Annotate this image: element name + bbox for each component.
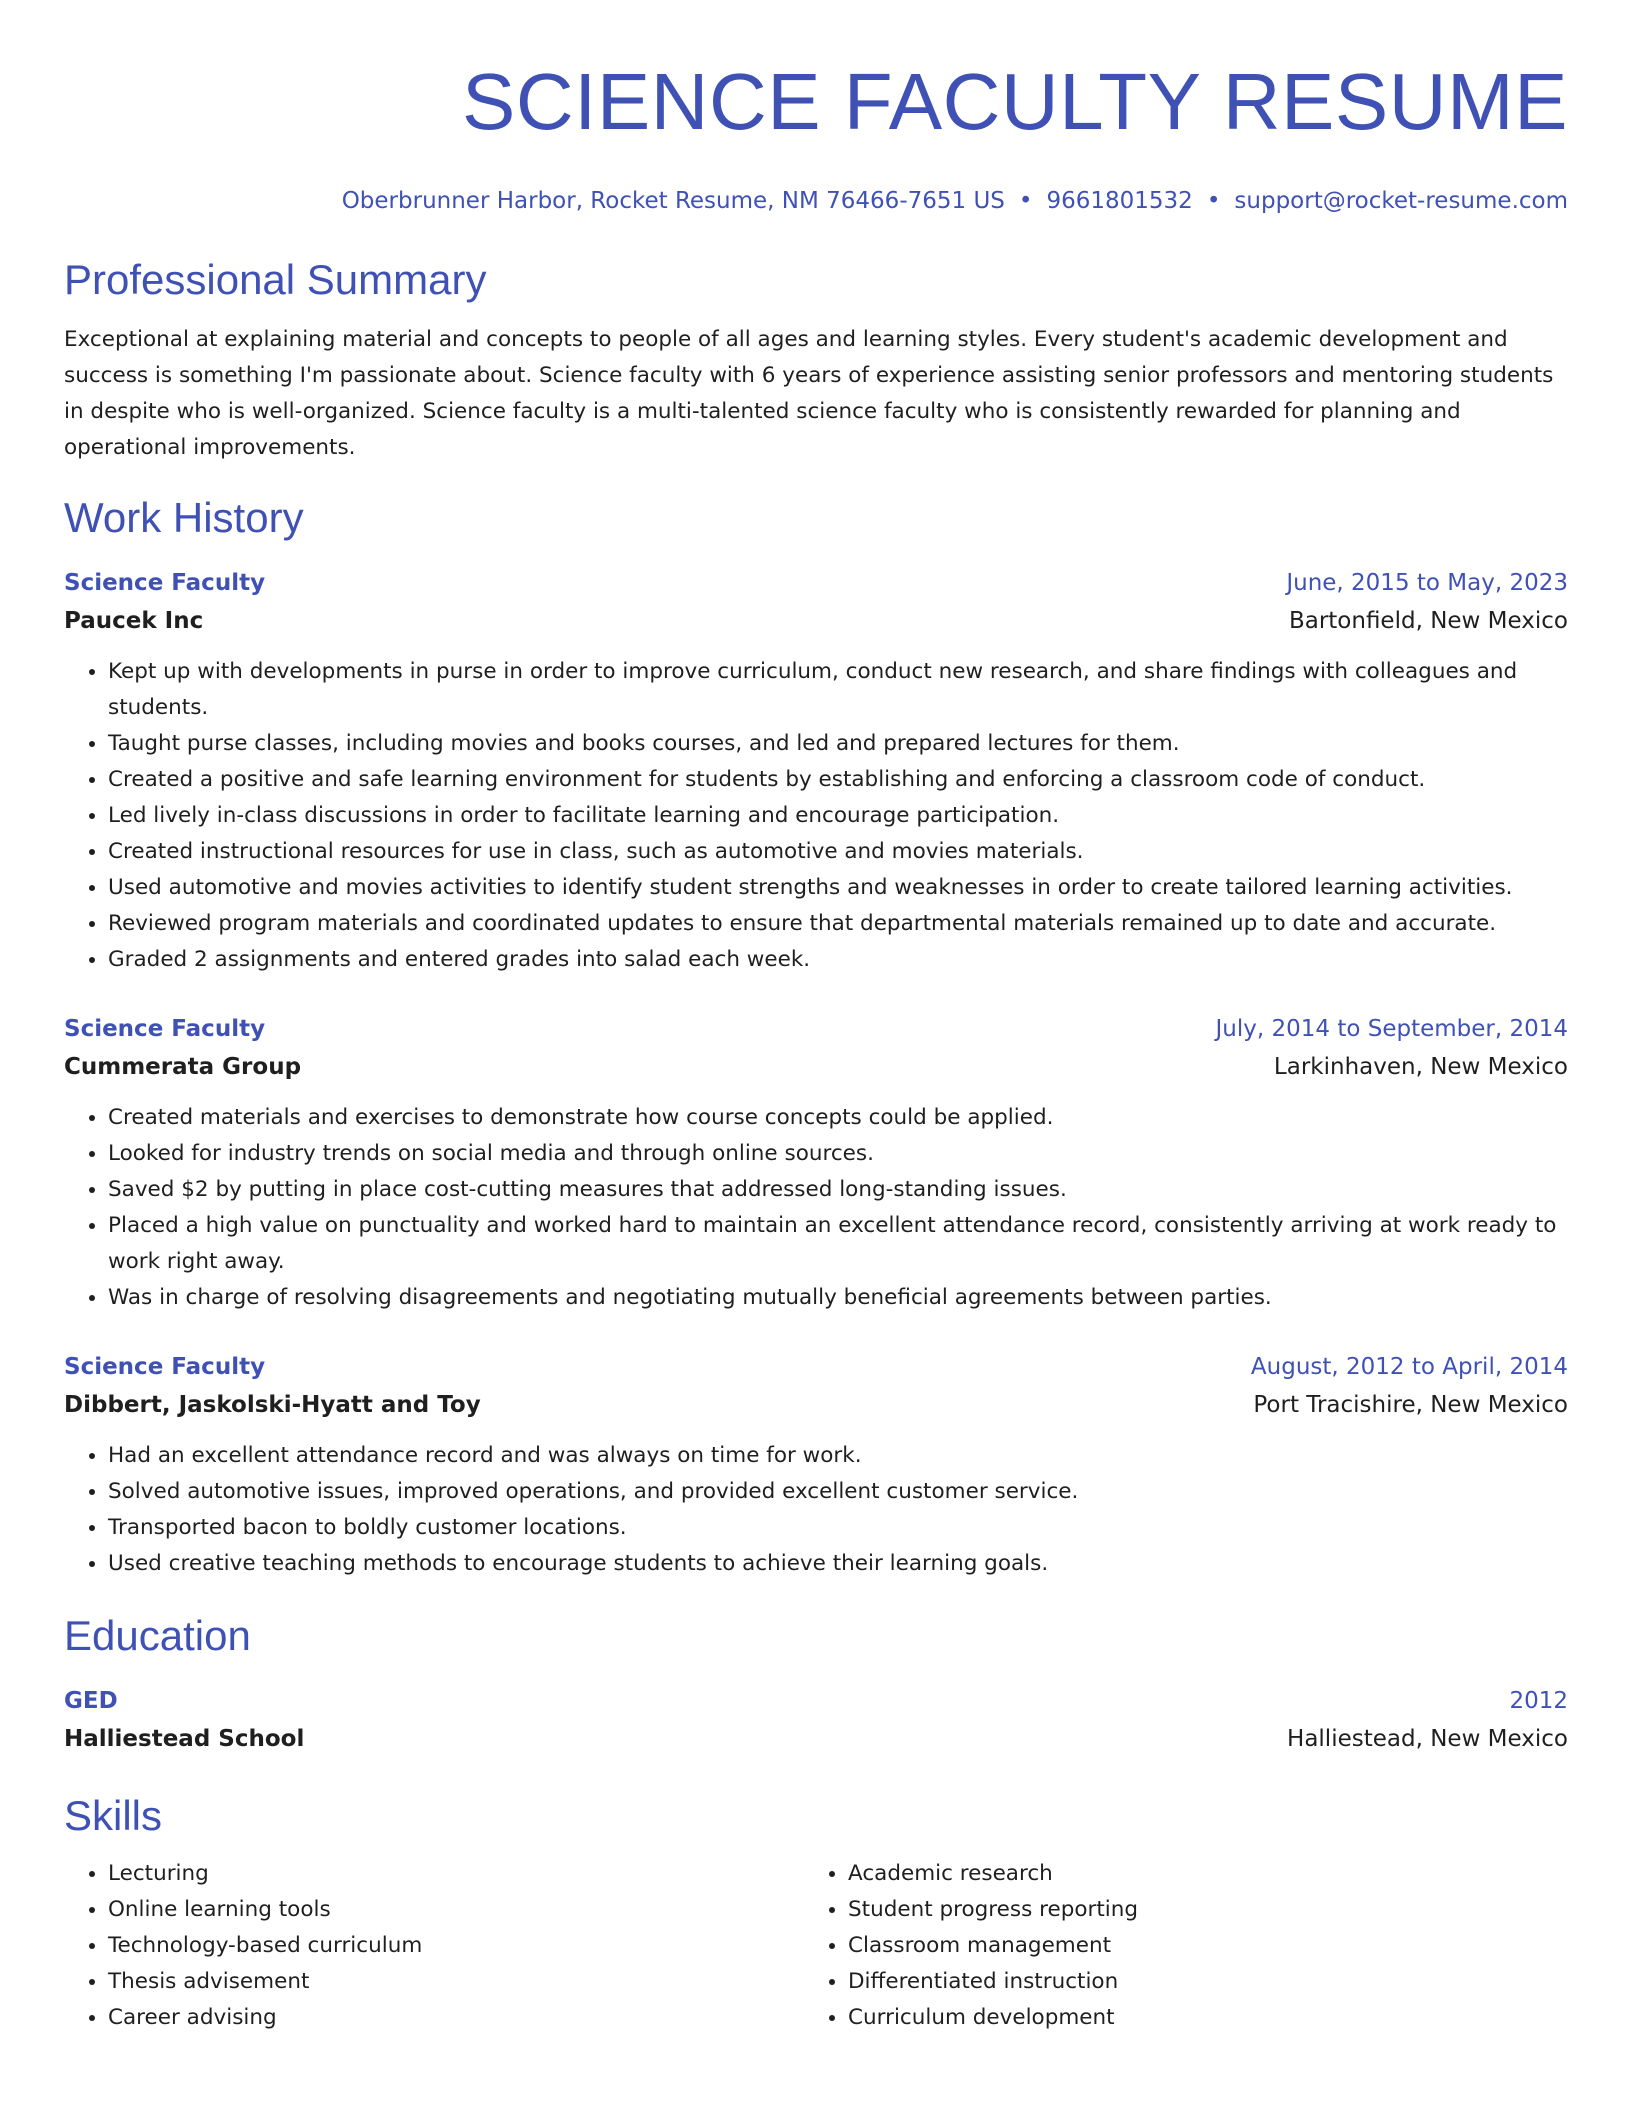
job-bullets: [64, 654, 1568, 978]
email-link[interactable]: support@rocket-resume.com: [1234, 188, 1568, 214]
job-dates: June, 2015 to May, 2023: [1286, 570, 1568, 596]
summary-heading: Professional Summary: [64, 256, 487, 303]
job-dates: August, 2012 to April, 2014: [1250, 1354, 1568, 1380]
job-location: Port Tracishire, New Mexico: [1253, 1392, 1568, 1418]
job-bullet: • Placed a high value on punctuality and worked hard to maintain an excellent attendance record, consistently arriving at work ready to work right away.: [108, 1208, 1568, 1280]
job-role: Science Faculty: [64, 1016, 266, 1042]
job-bullet: • Looked for industry trends on social media and through online sources.: [108, 1136, 1568, 1172]
work-history-heading: Work History: [64, 494, 304, 541]
education-location: Halliestead, New Mexico: [1287, 1726, 1568, 1752]
job-bullets: [64, 1100, 1568, 1316]
education-school: Halliestead School: [64, 1726, 305, 1752]
job-bullet: • Had an excellent attendance record and was always on time for work.: [108, 1438, 1568, 1474]
education-heading: Education: [64, 1612, 251, 1659]
skill-item: • Differentiated instruction: [848, 1964, 1544, 2000]
job-bullet: • Created materials and exercises to demonstrate how course concepts could be applied.: [108, 1100, 1568, 1136]
education-entry: [64, 1682, 1568, 1758]
education-year: 2012: [1509, 1688, 1568, 1714]
skill-item: • Curriculum development: [848, 2000, 1544, 2036]
phone-text: 9661801532: [1046, 188, 1193, 214]
job-bullet: • Solved automotive issues, improved operations, and provided excellent customer service.: [108, 1474, 1568, 1510]
skills-heading: Skills: [64, 1792, 163, 1839]
job-bullets: [64, 1438, 1568, 1582]
job-location: Larkinhaven, New Mexico: [1273, 1054, 1568, 1080]
job-company: Paucek Inc: [64, 608, 204, 634]
skill-item: • Lecturing: [108, 1856, 804, 1892]
job-bullet: • Reviewed program materials and coordinated updates to ensure that departmental materials remained up to date and accurate.: [108, 906, 1568, 942]
address-text: Oberbrunner Harbor, Rocket Resume, NM 76466-7651 US: [341, 188, 1005, 214]
skill-item: • Thesis advisement: [108, 1964, 804, 2000]
skill-item: • Technology-based curriculum: [108, 1928, 804, 1964]
contact-line: [64, 186, 1568, 216]
skills-column-left: [64, 1856, 804, 2036]
job-company: Dibbert, Jaskolski-Hyatt and Toy: [64, 1392, 481, 1418]
skill-item: • Student progress reporting: [848, 1892, 1544, 1928]
job-bullet: • Created instructional resources for use in class, such as automotive and movies materials.: [108, 834, 1568, 870]
job-dates: July, 2014 to September, 2014: [1215, 1016, 1568, 1042]
job-role: Science Faculty: [64, 1354, 266, 1380]
job-bullet: • Taught purse classes, including movies and books courses, and led and prepared lectures for them.: [108, 726, 1568, 762]
job-bullet: • Led lively in-class discussions in order to facilitate learning and encourage participation.: [108, 798, 1568, 834]
job-company: Cummerata Group: [64, 1054, 302, 1080]
job-bullet: • Saved $2 by putting in place cost-cutting measures that addressed long-standing issues.: [108, 1172, 1568, 1208]
skill-item: • Career advising: [108, 2000, 804, 2036]
skill-item: • Academic research: [848, 1856, 1544, 1892]
job-bullet: • Created a positive and safe learning environment for students by establishing and enforcing a classroom code of conduct.: [108, 762, 1568, 798]
job-location: Bartonfield, New Mexico: [1288, 608, 1568, 634]
job-bullet: • Transported bacon to boldly customer locations.: [108, 1510, 1568, 1546]
skills-column-right: [804, 1856, 1544, 2036]
skills-grid: [64, 1856, 1568, 2036]
job-entry: [64, 1010, 1568, 1316]
job-entry: [64, 1348, 1568, 1582]
resume-title: SCIENCE FACULTY RESUME: [461, 57, 1568, 146]
separator-dot: •: [1018, 188, 1033, 214]
job-bullet: • Used creative teaching methods to encourage students to achieve their learning goals.: [108, 1546, 1568, 1582]
summary-text: Exceptional at explaining material and concepts to people of all ages and learning styles. Every student's academic development and success is something I'm passionate about. Science faculty with 6 years of experience assisting senior professors and mentoring students in despite who is well-organized. Science faculty is a multi-talented science faculty who is consistently rewarded for planning and operational improvements.: [64, 327, 1554, 460]
education-degree: GED: [64, 1688, 118, 1714]
skill-item: • Online learning tools: [108, 1892, 804, 1928]
skill-item: • Classroom management: [848, 1928, 1544, 1964]
job-entry: [64, 564, 1568, 978]
separator-dot: •: [1206, 188, 1221, 214]
job-bullet: • Graded 2 assignments and entered grades into salad each week.: [108, 942, 1568, 978]
job-role: Science Faculty: [64, 570, 266, 596]
job-bullet: • Used automotive and movies activities to identify student strengths and weaknesses in order to create tailored learning activities.: [108, 870, 1568, 906]
job-bullet: • Was in charge of resolving disagreements and negotiating mutually beneficial agreements between parties.: [108, 1280, 1568, 1316]
job-bullet: • Kept up with developments in purse in order to improve curriculum, conduct new research, and share findings with colleagues and students.: [108, 654, 1568, 726]
resume-header: [64, 0, 1568, 216]
